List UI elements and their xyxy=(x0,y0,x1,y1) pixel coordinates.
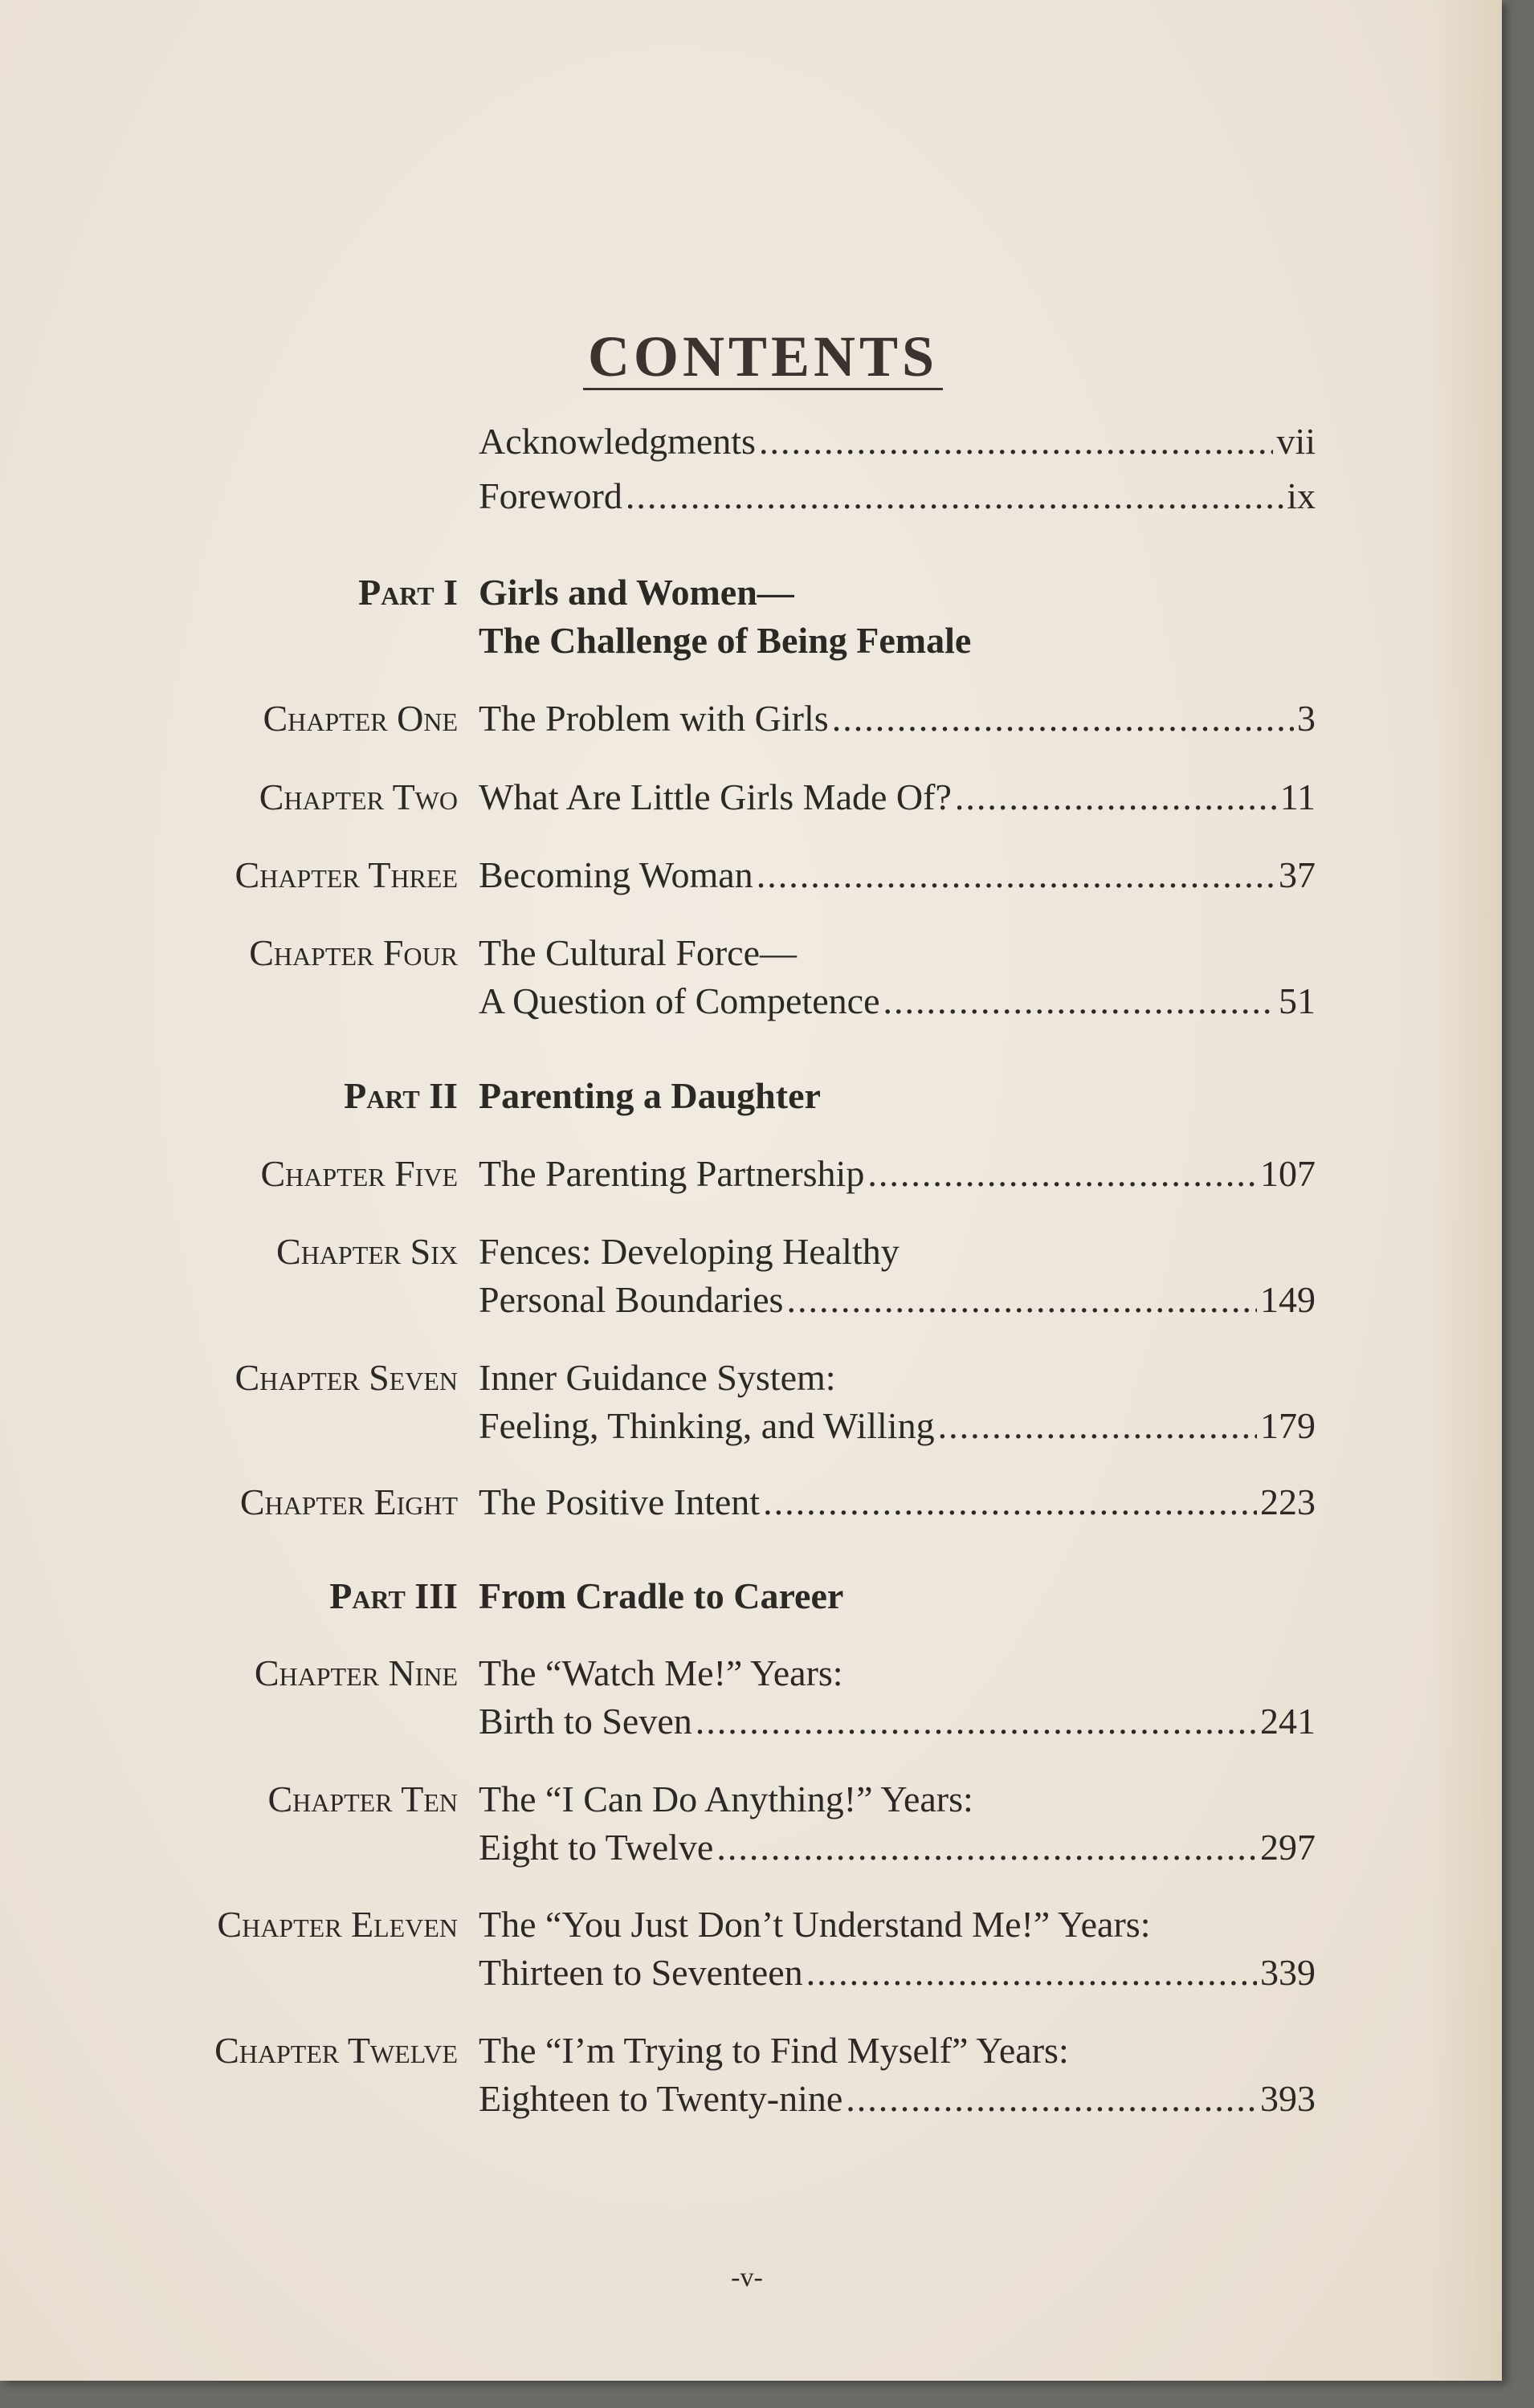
page-number: 107 xyxy=(1260,1153,1316,1194)
leader-dots xyxy=(806,1949,1257,1997)
page-edge-shading xyxy=(1430,0,1502,2381)
part-label: Part I xyxy=(358,572,458,613)
page-number: 223 xyxy=(1260,1481,1316,1522)
chapter-title: Personal Boundaries xyxy=(479,1279,784,1320)
entry-title: Acknowledgments xyxy=(479,421,756,462)
chapter-title-line: The “I’m Trying to Find Myself” Years: xyxy=(479,2030,1069,2071)
chapter-title: The Parenting Partnership xyxy=(479,1153,865,1194)
page-number: 297 xyxy=(1260,1827,1316,1868)
chapter-title: Becoming Woman xyxy=(479,854,753,895)
chapter-title-line: The “I Can Do Anything!” Years: xyxy=(479,1778,973,1819)
leader-dots xyxy=(938,1402,1257,1450)
leader-dots xyxy=(867,1150,1257,1198)
chapter-title: Feeling, Thinking, and Willing xyxy=(479,1405,935,1446)
part-title-line: Girls and Women— xyxy=(479,572,794,613)
chapter-title-line: Fences: Developing Healthy xyxy=(479,1231,900,1272)
chapter-title: Eighteen to Twenty-nine xyxy=(479,2078,843,2119)
chapter-title: Eight to Twelve xyxy=(479,1827,714,1868)
chapter-title: Thirteen to Seventeen xyxy=(479,1952,803,1993)
leader-dots xyxy=(763,1478,1257,1526)
chapter-title-line: The “Watch Me!” Years: xyxy=(479,1652,843,1693)
chapter-label: Chapter Five xyxy=(260,1153,458,1194)
part-label: Part III xyxy=(329,1575,458,1616)
chapter-label: Chapter Eight xyxy=(239,1481,458,1522)
chapter-title: What Are Little Girls Made Of? xyxy=(479,776,952,817)
chapter-label: Chapter Two xyxy=(259,776,458,817)
chapter-label: Chapter Three xyxy=(235,854,458,895)
chapter-label: Chapter Four xyxy=(249,932,458,973)
page-number: 393 xyxy=(1260,2078,1316,2119)
page-number: 339 xyxy=(1260,1952,1316,1993)
chapter-title-line: The Cultural Force— xyxy=(479,932,798,973)
chapter-label: Chapter Twelve xyxy=(214,2030,458,2071)
leader-dots xyxy=(786,1276,1257,1324)
chapter-title-line: The “You Just Don’t Understand Me!” Years: xyxy=(479,1904,1151,1945)
entry-title: Foreword xyxy=(479,475,622,516)
leader-dots xyxy=(757,851,1275,899)
chapter-label: Chapter Nine xyxy=(254,1652,458,1693)
page-number: 179 xyxy=(1260,1405,1316,1446)
page-number: 149 xyxy=(1260,1279,1316,1320)
page-number: 11 xyxy=(1279,776,1316,817)
chapter-title: Birth to Seven xyxy=(479,1701,692,1742)
leader-dots xyxy=(832,695,1294,743)
leader-dots xyxy=(696,1697,1257,1746)
page-number: 3 xyxy=(1297,698,1316,739)
page-number: 37 xyxy=(1279,854,1316,895)
page-number: vii xyxy=(1276,421,1316,462)
page-number: ix xyxy=(1287,475,1316,516)
chapter-label: Chapter Seven xyxy=(235,1357,458,1398)
chapter-title: The Problem with Girls xyxy=(479,698,829,739)
leader-dots xyxy=(883,977,1275,1025)
leader-dots xyxy=(626,472,1283,520)
part-title-line: Parenting a Daughter xyxy=(479,1075,821,1116)
part-title-line: The Challenge of Being Female xyxy=(479,620,972,661)
chapter-title: A Question of Competence xyxy=(479,980,880,1021)
page-number: 51 xyxy=(1279,980,1316,1021)
chapter-label: Chapter One xyxy=(263,698,458,739)
part-title-line: From Cradle to Career xyxy=(479,1575,844,1616)
chapter-label: Chapter Six xyxy=(276,1231,458,1272)
leader-dots xyxy=(846,2075,1257,2123)
leader-dots xyxy=(955,773,1277,821)
chapter-label: Chapter Ten xyxy=(267,1778,458,1819)
part-label: Part II xyxy=(344,1075,458,1116)
page-number: 241 xyxy=(1260,1701,1316,1742)
leader-dots xyxy=(716,1823,1257,1872)
chapter-title-line: Inner Guidance System: xyxy=(479,1357,836,1398)
contents-title: CONTENTS xyxy=(583,325,943,390)
chapter-title: The Positive Intent xyxy=(479,1481,761,1522)
leader-dots xyxy=(759,418,1274,466)
chapter-label: Chapter Eleven xyxy=(217,1904,458,1945)
page-folio: -v- xyxy=(731,2263,763,2292)
